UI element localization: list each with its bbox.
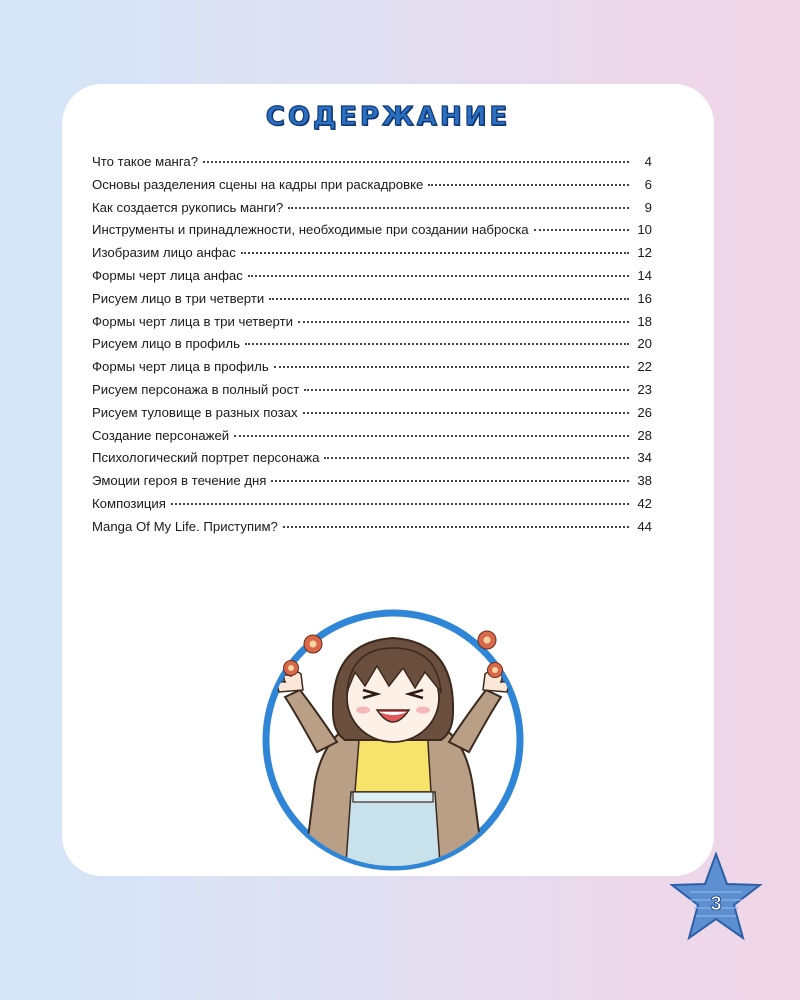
- toc-entry-page: 42: [637, 495, 652, 511]
- toc-leader-dots: [269, 298, 629, 300]
- toc-leader-dots: [271, 480, 629, 482]
- toc-entry[interactable]: [92, 519, 652, 542]
- toc-entry[interactable]: [92, 291, 652, 314]
- toc-entry-title: Создание персонажей: [92, 427, 230, 443]
- toc-entry[interactable]: [92, 359, 652, 382]
- toc-entry-page: 14: [637, 267, 652, 283]
- toc-leader-dots: [324, 457, 629, 459]
- toc-entry-page: 20: [637, 336, 652, 352]
- toc-entry-title: Инструменты и принадлежности, необходимые при создании наброска: [92, 222, 529, 238]
- manga-girl-illustration: [255, 602, 531, 878]
- toc-entry-title: Рисуем лицо в профиль: [92, 336, 240, 352]
- toc-leader-dots: [303, 412, 629, 414]
- toc-entry[interactable]: [92, 473, 652, 496]
- toc-entry-title: Manga Of My Life. Приступим?: [92, 518, 278, 534]
- toc-entry[interactable]: [92, 450, 652, 473]
- toc-entry-page: 16: [637, 290, 652, 306]
- flower-icon: [488, 663, 503, 678]
- toc-leader-dots: [283, 526, 629, 528]
- toc-leader-dots: [298, 321, 629, 323]
- toc-entry-page: 6: [644, 176, 652, 192]
- toc-entry-title: Изобразим лицо анфас: [92, 245, 236, 261]
- toc-leader-dots: [203, 161, 629, 163]
- toc-entry[interactable]: [92, 428, 652, 451]
- toc-entry-page: 12: [637, 245, 652, 261]
- page-number-badge: [668, 850, 764, 946]
- toc-entry-title: Формы черт лица анфас: [92, 267, 243, 283]
- toc-entry-page: 38: [637, 473, 652, 489]
- flower-icon: [284, 661, 299, 676]
- toc-entry[interactable]: [92, 268, 652, 291]
- toc-leader-dots: [171, 503, 629, 505]
- toc-leader-dots: [241, 252, 629, 254]
- toc-leader-dots: [304, 389, 629, 391]
- toc-entry-title: Основы разделения сцены на кадры при раскадровке: [92, 176, 424, 192]
- toc-entry-title: Формы черт лица в профиль: [92, 359, 269, 375]
- toc-entry-page: 44: [637, 518, 652, 534]
- toc-entry-page: 23: [637, 381, 652, 397]
- toc-list: [92, 154, 652, 542]
- toc-entry[interactable]: [92, 200, 652, 223]
- toc-leader-dots: [248, 275, 629, 277]
- toc-entry-title: Что такое манга?: [92, 154, 199, 169]
- toc-leader-dots: [428, 184, 629, 186]
- toc-leader-dots: [288, 207, 629, 209]
- page-number: 3: [710, 893, 722, 915]
- toc-entry-title: Рисуем туловище в разных позах: [92, 404, 298, 420]
- toc-entry[interactable]: [92, 177, 652, 200]
- toc-entry-title: Рисуем лицо в три четверти: [92, 290, 265, 306]
- page-title: СОДЕРЖАНИЕ: [265, 102, 511, 132]
- toc-entry[interactable]: [92, 222, 652, 245]
- toc-entry-page: 10: [637, 222, 652, 238]
- toc-entry-title: Рисуем персонажа в полный рост: [92, 381, 300, 397]
- toc-leader-dots: [274, 366, 629, 368]
- toc-leader-dots: [245, 343, 629, 345]
- toc-entry-page: 22: [637, 359, 652, 375]
- toc-entry[interactable]: [92, 154, 652, 177]
- toc-entry-title: Психологический портрет персонажа: [92, 450, 320, 466]
- toc-entry[interactable]: [92, 314, 652, 337]
- flower-icon: [478, 631, 496, 649]
- toc-entry[interactable]: [92, 405, 652, 428]
- toc-entry-page: 18: [637, 313, 652, 329]
- toc-entry-page: 9: [644, 199, 652, 215]
- flower-icon: [304, 635, 322, 653]
- toc-entry-title: Эмоции героя в течение дня: [92, 473, 267, 489]
- toc-entry[interactable]: [92, 336, 652, 359]
- toc-leader-dots: [534, 229, 629, 231]
- toc-entry-page: 28: [637, 427, 652, 443]
- toc-entry-title: Композиция: [92, 495, 166, 511]
- toc-entry[interactable]: [92, 496, 652, 519]
- toc-entry-page: 26: [637, 404, 652, 420]
- toc-entry[interactable]: [92, 382, 652, 405]
- toc-entry-page: 34: [637, 450, 652, 466]
- toc-leader-dots: [234, 435, 629, 437]
- toc-entry[interactable]: [92, 245, 652, 268]
- toc-entry-page: 4: [644, 154, 652, 169]
- toc-entry-title: Формы черт лица в три четверти: [92, 313, 293, 329]
- toc-entry-title: Как создается рукопись манги?: [92, 199, 284, 215]
